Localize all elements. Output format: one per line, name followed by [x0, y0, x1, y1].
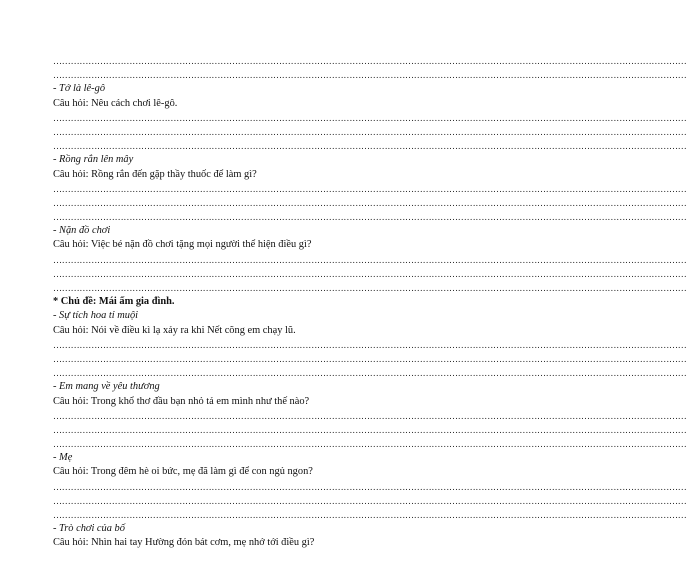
lesson-title: - Mẹ	[53, 452, 73, 464]
answer-dotted-line: ………………………………………………………………………………………………………………………………………………………………………………………………	[53, 268, 687, 279]
lesson-title: - Tớ là lê-gô	[53, 83, 106, 95]
answer-dotted-line: ………………………………………………………………………………………………………………………………………………………………………………………………	[53, 481, 687, 492]
answer-dotted-line: ………………………………………………………………………………………………………………………………………………………………………………………………	[53, 510, 687, 520]
topic-heading: * Chủ đề: Mái ấm gia đình.	[53, 296, 175, 308]
answer-dotted-line: ………………………………………………………………………………………………………………………………………………………………………………………………	[53, 424, 687, 435]
question-text: Câu hỏi: Việc bé nặn đồ chơi tặng mọi người thể hiện điều gì?	[53, 239, 312, 251]
answer-dotted-line: ………………………………………………………………………………………………………………………………………………………………………………………………	[53, 212, 687, 223]
answer-dotted-line: ………………………………………………………………………………………………………………………………………………………………………………………………	[53, 56, 687, 66]
answer-dotted-line: ………………………………………………………………………………………………………………………………………………………………………………………………	[53, 197, 687, 208]
question-text: Câu hỏi: Nêu cách chơi lê-gô.	[53, 97, 178, 109]
answer-dotted-line: ………………………………………………………………………………………………………………………………………………………………………………………………	[53, 183, 687, 194]
question-text: Câu hỏi: Rồng rắn đến gặp thầy thuốc để làm gì?	[53, 168, 257, 180]
lesson-title: - Sự tích hoa tỉ muội	[53, 310, 139, 322]
answer-dotted-line: ………………………………………………………………………………………………………………………………………………………………………………………………	[53, 112, 687, 123]
question-text: Câu hỏi: Nhìn hai tay Hường đón bát cơm, mẹ nhớ tới điều gì?	[53, 537, 315, 549]
question-text: Câu hỏi: Trong khổ thơ đầu bạn nhỏ tả em mình như thế nào?	[53, 395, 310, 407]
answer-dotted-line: ………………………………………………………………………………………………………………………………………………………………………………………………	[53, 410, 687, 421]
answer-dotted-line: ………………………………………………………………………………………………………………………………………………………………………………………………	[53, 283, 687, 293]
answer-dotted-line: ………………………………………………………………………………………………………………………………………………………………………………………………	[53, 126, 687, 137]
lesson-title: - Trò chơi của bố	[53, 523, 125, 535]
lesson-title: - Em mang về yêu thương	[53, 381, 160, 393]
answer-dotted-line: ………………………………………………………………………………………………………………………………………………………………………………………………	[53, 368, 687, 379]
answer-dotted-line: ………………………………………………………………………………………………………………………………………………………………………………………………	[53, 353, 687, 364]
answer-dotted-line: ………………………………………………………………………………………………………………………………………………………………………………………………	[53, 439, 687, 450]
question-text: Câu hỏi: Trong đêm hè oi bức, mẹ đã làm gì để con ngủ ngon?	[53, 466, 313, 478]
answer-dotted-line: ………………………………………………………………………………………………………………………………………………………………………………………………	[53, 254, 687, 265]
answer-dotted-line: ………………………………………………………………………………………………………………………………………………………………………………………………	[53, 495, 687, 506]
answer-dotted-line: ………………………………………………………………………………………………………………………………………………………………………………………………	[53, 70, 687, 81]
answer-dotted-line: ………………………………………………………………………………………………………………………………………………………………………………………………	[53, 141, 687, 152]
lesson-title: - Rồng rắn lên mây	[53, 154, 134, 166]
answer-dotted-line: ………………………………………………………………………………………………………………………………………………………………………………………………	[53, 339, 687, 350]
question-text: Câu hỏi: Nói về điều kì lạ xảy ra khi Nết cõng em chạy lũ.	[53, 324, 296, 336]
lesson-title: - Nặn đồ chơi	[53, 225, 111, 237]
